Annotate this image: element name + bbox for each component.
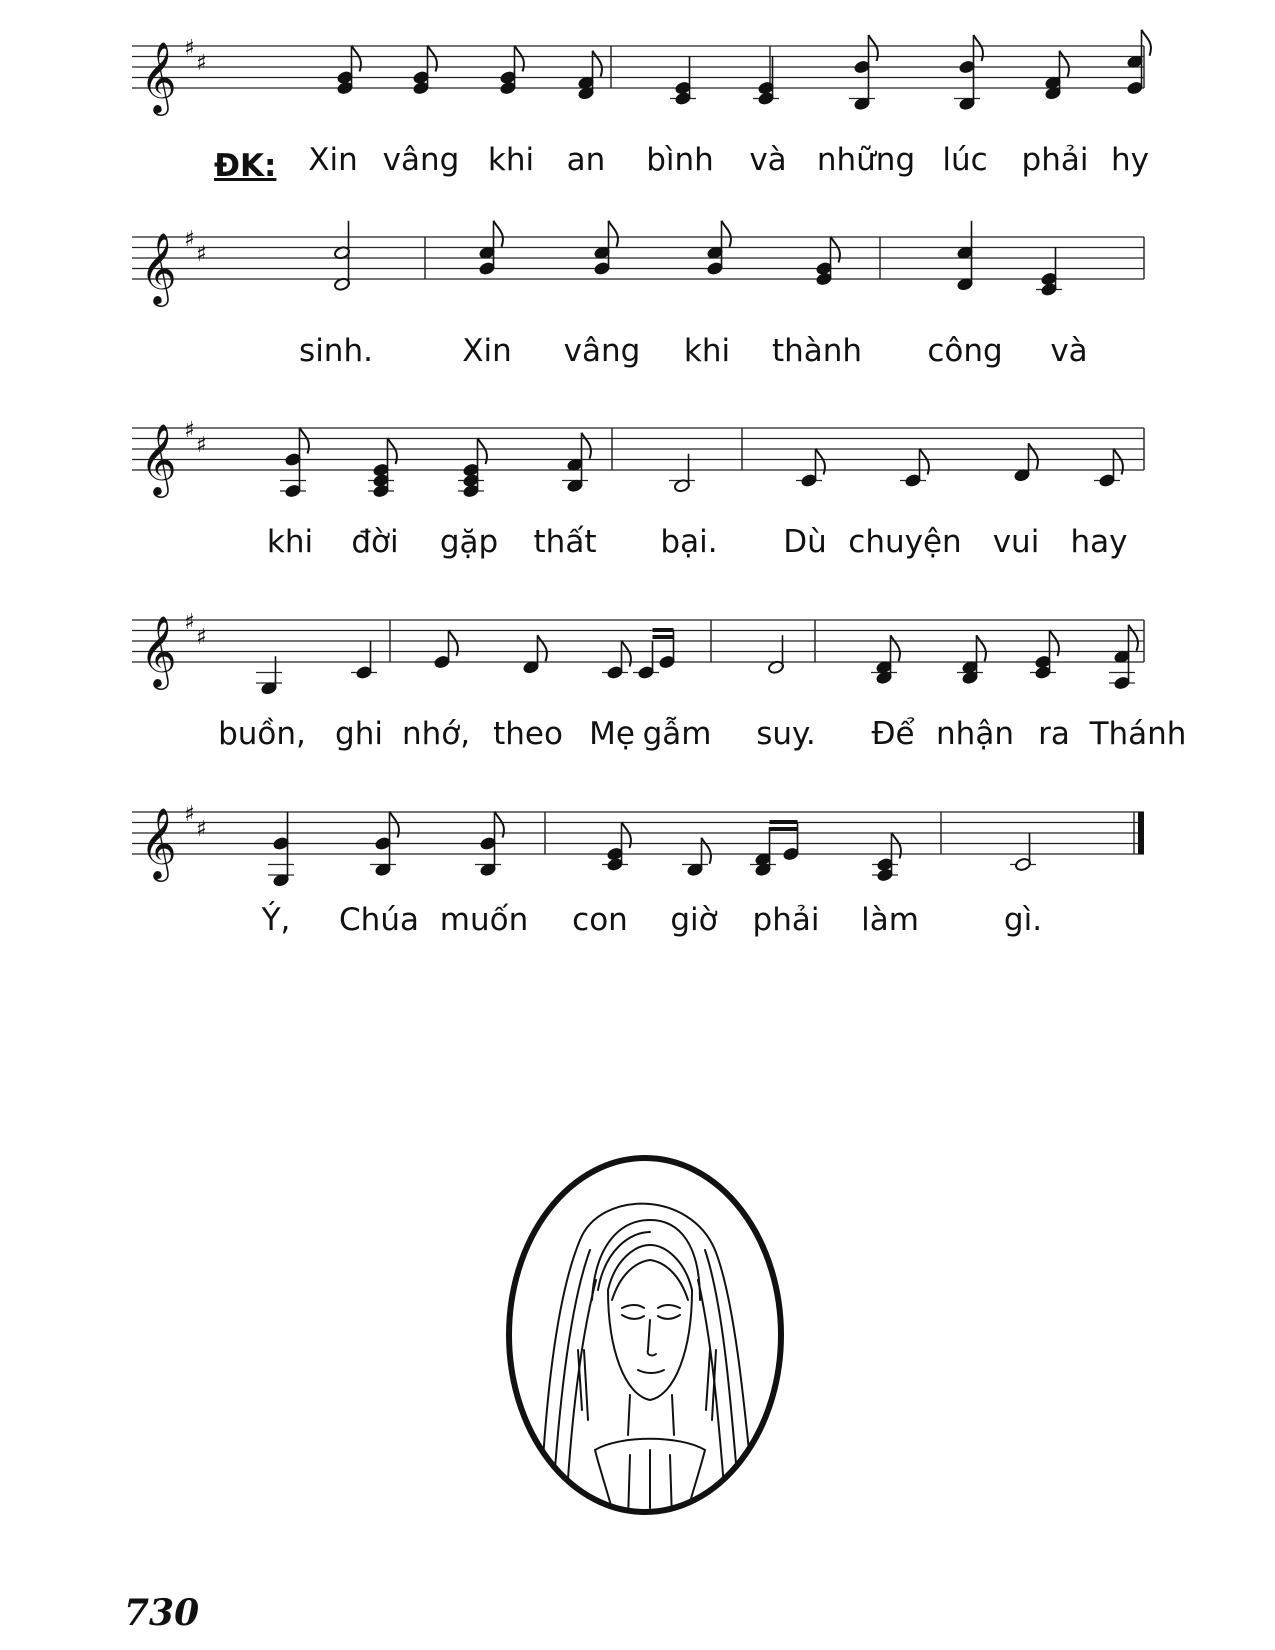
sharp-sign: ♯ [196, 242, 207, 267]
lyric-syllable: thành [771, 333, 863, 369]
lyric-syllable: gì. [1003, 902, 1043, 938]
note-flag [1029, 443, 1038, 469]
lyric-syllable: buồn, [218, 716, 306, 752]
lyric-syllable: nhớ, [401, 716, 471, 752]
lyric-syllable: và [1050, 333, 1088, 369]
note-flag [1060, 51, 1069, 77]
lyric-syllable: làm [861, 902, 919, 938]
lyric-syllable: khi [487, 142, 535, 178]
lyric-syllable: vui [992, 524, 1040, 560]
lyric-syllable: gặp [439, 524, 499, 560]
lyric-syllable: suy. [756, 716, 816, 752]
note-flag [609, 221, 618, 247]
note-flag [977, 635, 986, 661]
lyric-syllable: bình [646, 142, 714, 178]
treble-clef: 𝄞 [140, 614, 177, 687]
note-flag [593, 51, 602, 77]
sharp-sign: ♯ [184, 610, 195, 635]
note-flag [891, 635, 900, 661]
lyric-syllable: và [749, 142, 787, 178]
lyric-syllable: đời [351, 524, 399, 560]
refrain-label: ĐK: [214, 148, 277, 184]
lyric-syllable: bại. [660, 524, 718, 560]
lyric-syllable: Mẹ [589, 716, 635, 752]
treble-clef: 𝄞 [140, 422, 177, 495]
lyric-syllable: hay [1070, 524, 1128, 560]
virgin-mary-illustration [500, 1150, 790, 1520]
note-flag [1142, 30, 1151, 56]
lyric-syllable: vâng [563, 333, 641, 369]
lyric-syllable: phải [752, 902, 820, 938]
lyric-syllable: ra [1038, 716, 1070, 752]
lyric-syllable: thất [533, 524, 597, 560]
note-flag [582, 433, 591, 459]
lyric-syllable: Ý, [261, 902, 291, 938]
note-flag [538, 635, 547, 661]
sharp-sign: ♯ [196, 625, 207, 650]
sharp-sign: ♯ [184, 36, 195, 61]
lyric-syllable: theo [493, 716, 563, 752]
lyric-syllable: khi [683, 333, 731, 369]
lyric-syllable: phải [1021, 142, 1089, 178]
sharp-sign: ♯ [184, 418, 195, 443]
lyric-syllable: muốn [439, 902, 529, 938]
lyric-syllable: hy [1111, 142, 1149, 178]
sharp-sign: ♯ [196, 817, 207, 842]
note-flag [722, 221, 731, 247]
lyric-syllable: gẫm [642, 716, 712, 752]
note-flag [1129, 625, 1138, 651]
note-flag [494, 221, 503, 247]
lyric-syllable: Dù [783, 524, 827, 560]
lyric-syllable: giờ [670, 902, 718, 938]
lyric-syllable: Xin [462, 333, 512, 369]
lyric-syllable: Xin [308, 142, 358, 178]
lyric-syllable: vâng [382, 142, 460, 178]
lyric-syllable: Thánh [1089, 716, 1187, 752]
note-flag [702, 838, 711, 864]
lyric-syllable: lúc [942, 142, 988, 178]
lyric-syllable: chuyện [848, 524, 962, 560]
lyric-syllable: ghi [335, 716, 383, 752]
final-barline-thick [1138, 812, 1144, 854]
lyric-syllable: Để [871, 716, 915, 752]
sharp-sign: ♯ [196, 433, 207, 458]
treble-clef: 𝄞 [140, 40, 177, 113]
lyric-syllable: Chúa [339, 902, 419, 938]
sharp-sign: ♯ [184, 227, 195, 252]
lyric-syllable: sinh. [299, 333, 373, 369]
sharp-sign: ♯ [196, 51, 207, 76]
lyric-syllable: con [572, 902, 628, 938]
page-number: 730 [124, 1592, 200, 1634]
lyric-syllable: những [816, 142, 916, 178]
treble-clef: 𝄞 [140, 231, 177, 304]
lyric-syllable: khi [266, 524, 314, 560]
lyric-syllable: công [927, 333, 1003, 369]
lyric-syllable: nhận [936, 716, 1014, 752]
lyric-syllable: an [566, 142, 606, 178]
treble-clef: 𝄞 [140, 806, 177, 879]
sharp-sign: ♯ [184, 802, 195, 827]
